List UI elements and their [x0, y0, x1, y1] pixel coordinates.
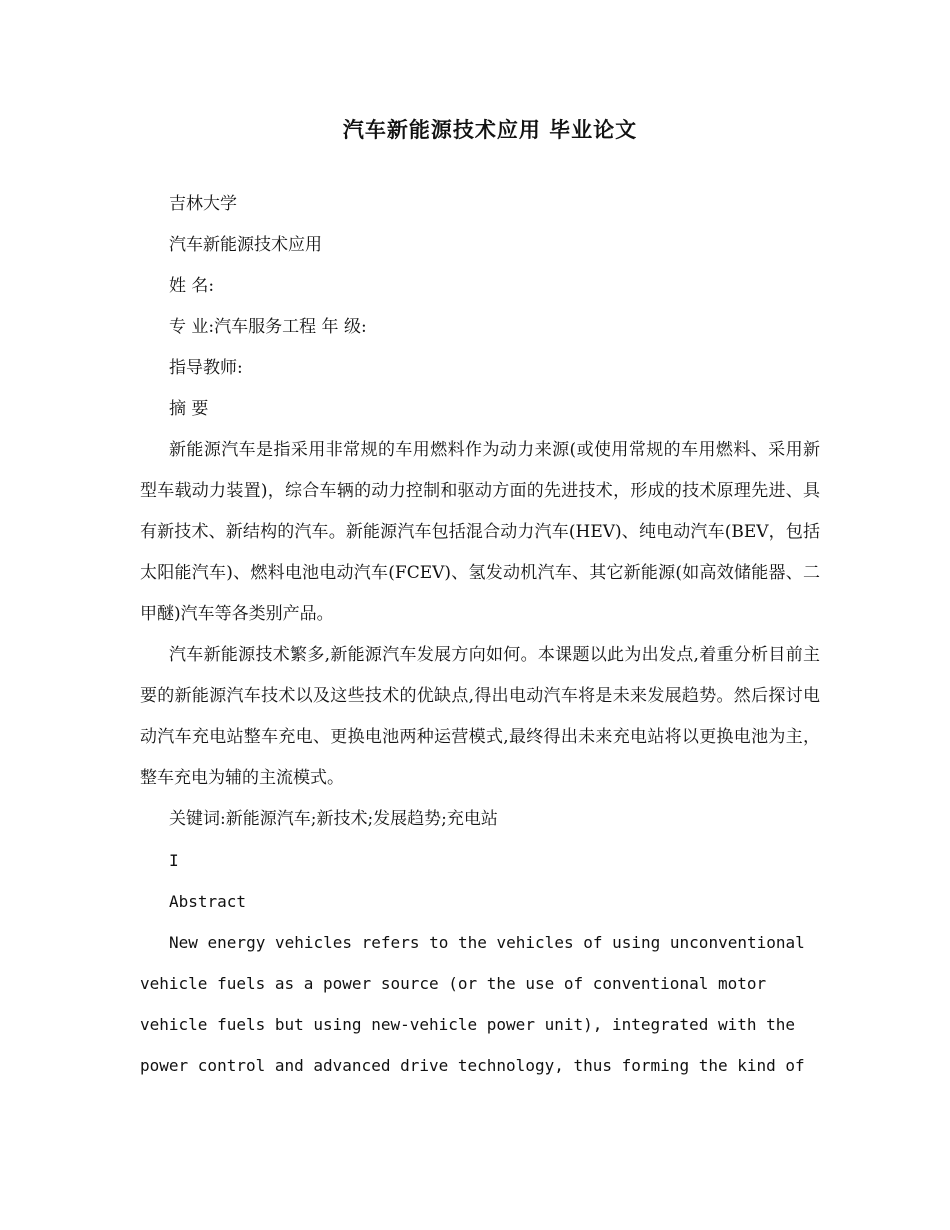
keywords-line: 关键词:新能源汽车;新技术;发展趋势;充电站 [169, 809, 498, 829]
document-title: 汽车新能源技术应用 毕业论文 [342, 117, 638, 142]
subject-title: 汽车新能源技术应用 [169, 235, 322, 255]
advisor-field-label: 指导教师: [169, 358, 243, 378]
name-field-label: 姓 名: [169, 276, 215, 296]
university-name: 吉林大学 [169, 194, 237, 214]
abstract-paragraph-en-1: New energy vehicles refers to the vehicles of using unconventional vehicle fuels as a power source (or the use of conventional motor vehicle fuels but using new-vehicle power unit), integrated with the power control and advanced drive technology, thus forming the kind of [140, 933, 805, 1075]
major-grade-line: 专 业:汽车服务工程 年 级: [169, 317, 367, 337]
abstract-heading-cn: 摘 要 [169, 399, 209, 419]
document-body [140, 184, 820, 1086]
abstract-heading-en: Abstract [169, 892, 247, 911]
abstract-paragraph-cn-1: 新能源汽车是指采用非常规的车用燃料作为动力来源(或使用常规的车用燃料、采用新型车载动力装置)，综合车辆的动力控制和驱动方面的先进技术，形成的技术原理先进、具有新技术、新结构的汽车。新能源汽车包括混合动力汽车(HEV)、纯电动汽车(BEV，包括太阳能汽车)、燃料电池电动汽车(FCEV)、氢发动机汽车、其它新能源(如高效储能器、二甲醚)汽车等各类别产品。 [140, 440, 820, 624]
abstract-paragraph-cn-2: 汽车新能源技术繁多,新能源汽车发展方向如何。本课题以此为出发点,着重分析目前主要的新能源汽车技术以及这些技术的优缺点,得出电动汽车将是未来发展趋势。然后探讨电动汽车充电站整车充电、更换电池两种运营模式,最终得出未来充电站将以更换电池为主，整车充电为辅的主流模式。 [140, 645, 820, 788]
page-marker: I [169, 851, 179, 870]
